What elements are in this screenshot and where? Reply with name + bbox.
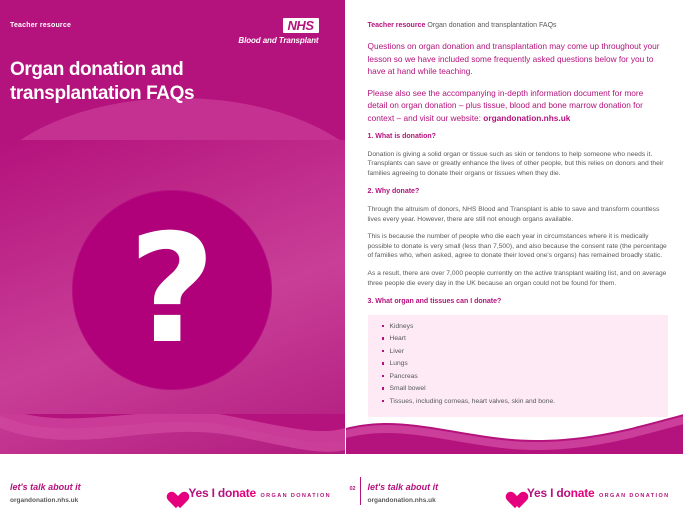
list-item: Small bowel bbox=[390, 384, 658, 393]
footer-divider bbox=[360, 477, 362, 505]
footer-yes-i-donate-sub: ORGAN DONATION bbox=[598, 492, 670, 499]
list-item: Lungs bbox=[390, 359, 658, 368]
intro-block bbox=[368, 40, 664, 134]
page-running-header bbox=[368, 22, 557, 29]
yes-i-donate-text bbox=[188, 484, 331, 502]
faq-item-3 bbox=[368, 297, 668, 417]
footer-lets-talk-logo: let's talk about it bbox=[367, 482, 439, 492]
page-number: 02 bbox=[349, 486, 356, 492]
cover-title: Organ donation and transplantation FAQs bbox=[10, 59, 195, 104]
footer-yes-i-donate-main: Yes I donate bbox=[526, 485, 595, 500]
yes-i-donate-sub: ORGAN DONATION bbox=[260, 492, 331, 499]
faq-2-paragraph-1: Through the altruism of donors, NHS Blood and Transplant is able to save and transform countless lives every year. However, there are still not enough organs available. bbox=[367, 205, 660, 223]
cover-footer bbox=[0, 454, 345, 510]
faq-2-paragraph-2: This is because the number of people who die each year in circumstances where it is medically possible to donate is very small (less than 7,500), and also because the consent rate (the percentage of families who, when asked, agree to donate their loved one's organs) has remained broadly static. bbox=[367, 233, 667, 260]
organdonation-website-link[interactable]: organdonation.nhs.uk bbox=[483, 112, 571, 123]
faq-1-paragraph-1: Donation is giving a solid organ or tissue such as skin or tendons to help someone who needs it. Transplants can save or greatly enhance the lives of other people, but this relies on donors and their families agreeing to donate their organs or tissues when they die. bbox=[367, 150, 664, 177]
nhs-logo-subtitle: Blood and Transplant bbox=[238, 36, 319, 45]
nhs-logo bbox=[238, 18, 318, 45]
heart-icon bbox=[163, 483, 183, 502]
faq-1-heading: 1. What is donation? bbox=[367, 133, 436, 140]
yes-i-donate-main: Yes I donate bbox=[188, 485, 257, 500]
yes-i-donate-logo bbox=[163, 483, 331, 502]
list-item: Tissues, including corneas, heart valves, skin and bone. bbox=[390, 397, 658, 406]
faq-2-heading: 2. Why donate? bbox=[367, 188, 420, 196]
intro-paragraph-2-text: Please also see the accompanying in-depth information document for more detail on organ donation – plus tissue, blood and bone marrow donation for context – and visit our website: bbox=[367, 87, 644, 123]
heart-icon bbox=[502, 483, 522, 502]
cover-wave-decoration bbox=[0, 414, 345, 454]
faq-3-heading: 3. What organ and tissues can I donate? bbox=[367, 298, 502, 306]
footer-yes-i-donate-logo bbox=[502, 483, 670, 502]
faq-item-2 bbox=[368, 187, 668, 288]
organ-tissue-list-panel bbox=[368, 315, 668, 418]
question-mark-icon: ? bbox=[128, 203, 216, 377]
lets-talk-about-it-logo: let's talk about it bbox=[10, 482, 81, 492]
list-item: Pancreas bbox=[390, 372, 658, 381]
right-page-content bbox=[345, 0, 683, 510]
page-footer bbox=[346, 454, 683, 510]
footer-wave-decoration bbox=[346, 410, 683, 454]
intro-paragraph-2 bbox=[368, 87, 664, 125]
running-header-label: Teacher resource bbox=[367, 22, 426, 29]
list-item: Kidneys bbox=[390, 322, 658, 331]
list-item: Liver bbox=[390, 347, 658, 356]
cover-body-panel bbox=[0, 140, 345, 460]
faq-item-1 bbox=[368, 132, 668, 178]
running-header-title: Organ donation and transplantation FAQs bbox=[427, 22, 557, 29]
faq-content bbox=[368, 132, 668, 426]
nhs-logo-mark: NHS bbox=[283, 18, 319, 33]
intro-paragraph-1: Questions on organ donation and transplantation may come up throughout your lesson so we have included some frequently asked questions below for you to have at hand while teaching. bbox=[367, 41, 660, 77]
organ-tissue-list bbox=[378, 322, 658, 406]
cover-footer-url: organdonation.nhs.uk bbox=[10, 497, 79, 504]
faq-2-paragraph-3: As a result, there are over 7,000 people currently on the active transplant waiting list, and on average three people die every day in the UK because an organ could not be found for them. bbox=[367, 269, 667, 287]
list-item: Heart bbox=[390, 334, 658, 343]
footer-yes-i-donate-text bbox=[527, 484, 670, 502]
footer-url: organdonation.nhs.uk bbox=[367, 497, 436, 504]
cover-teacher-resource-label: Teacher resource bbox=[10, 22, 72, 29]
